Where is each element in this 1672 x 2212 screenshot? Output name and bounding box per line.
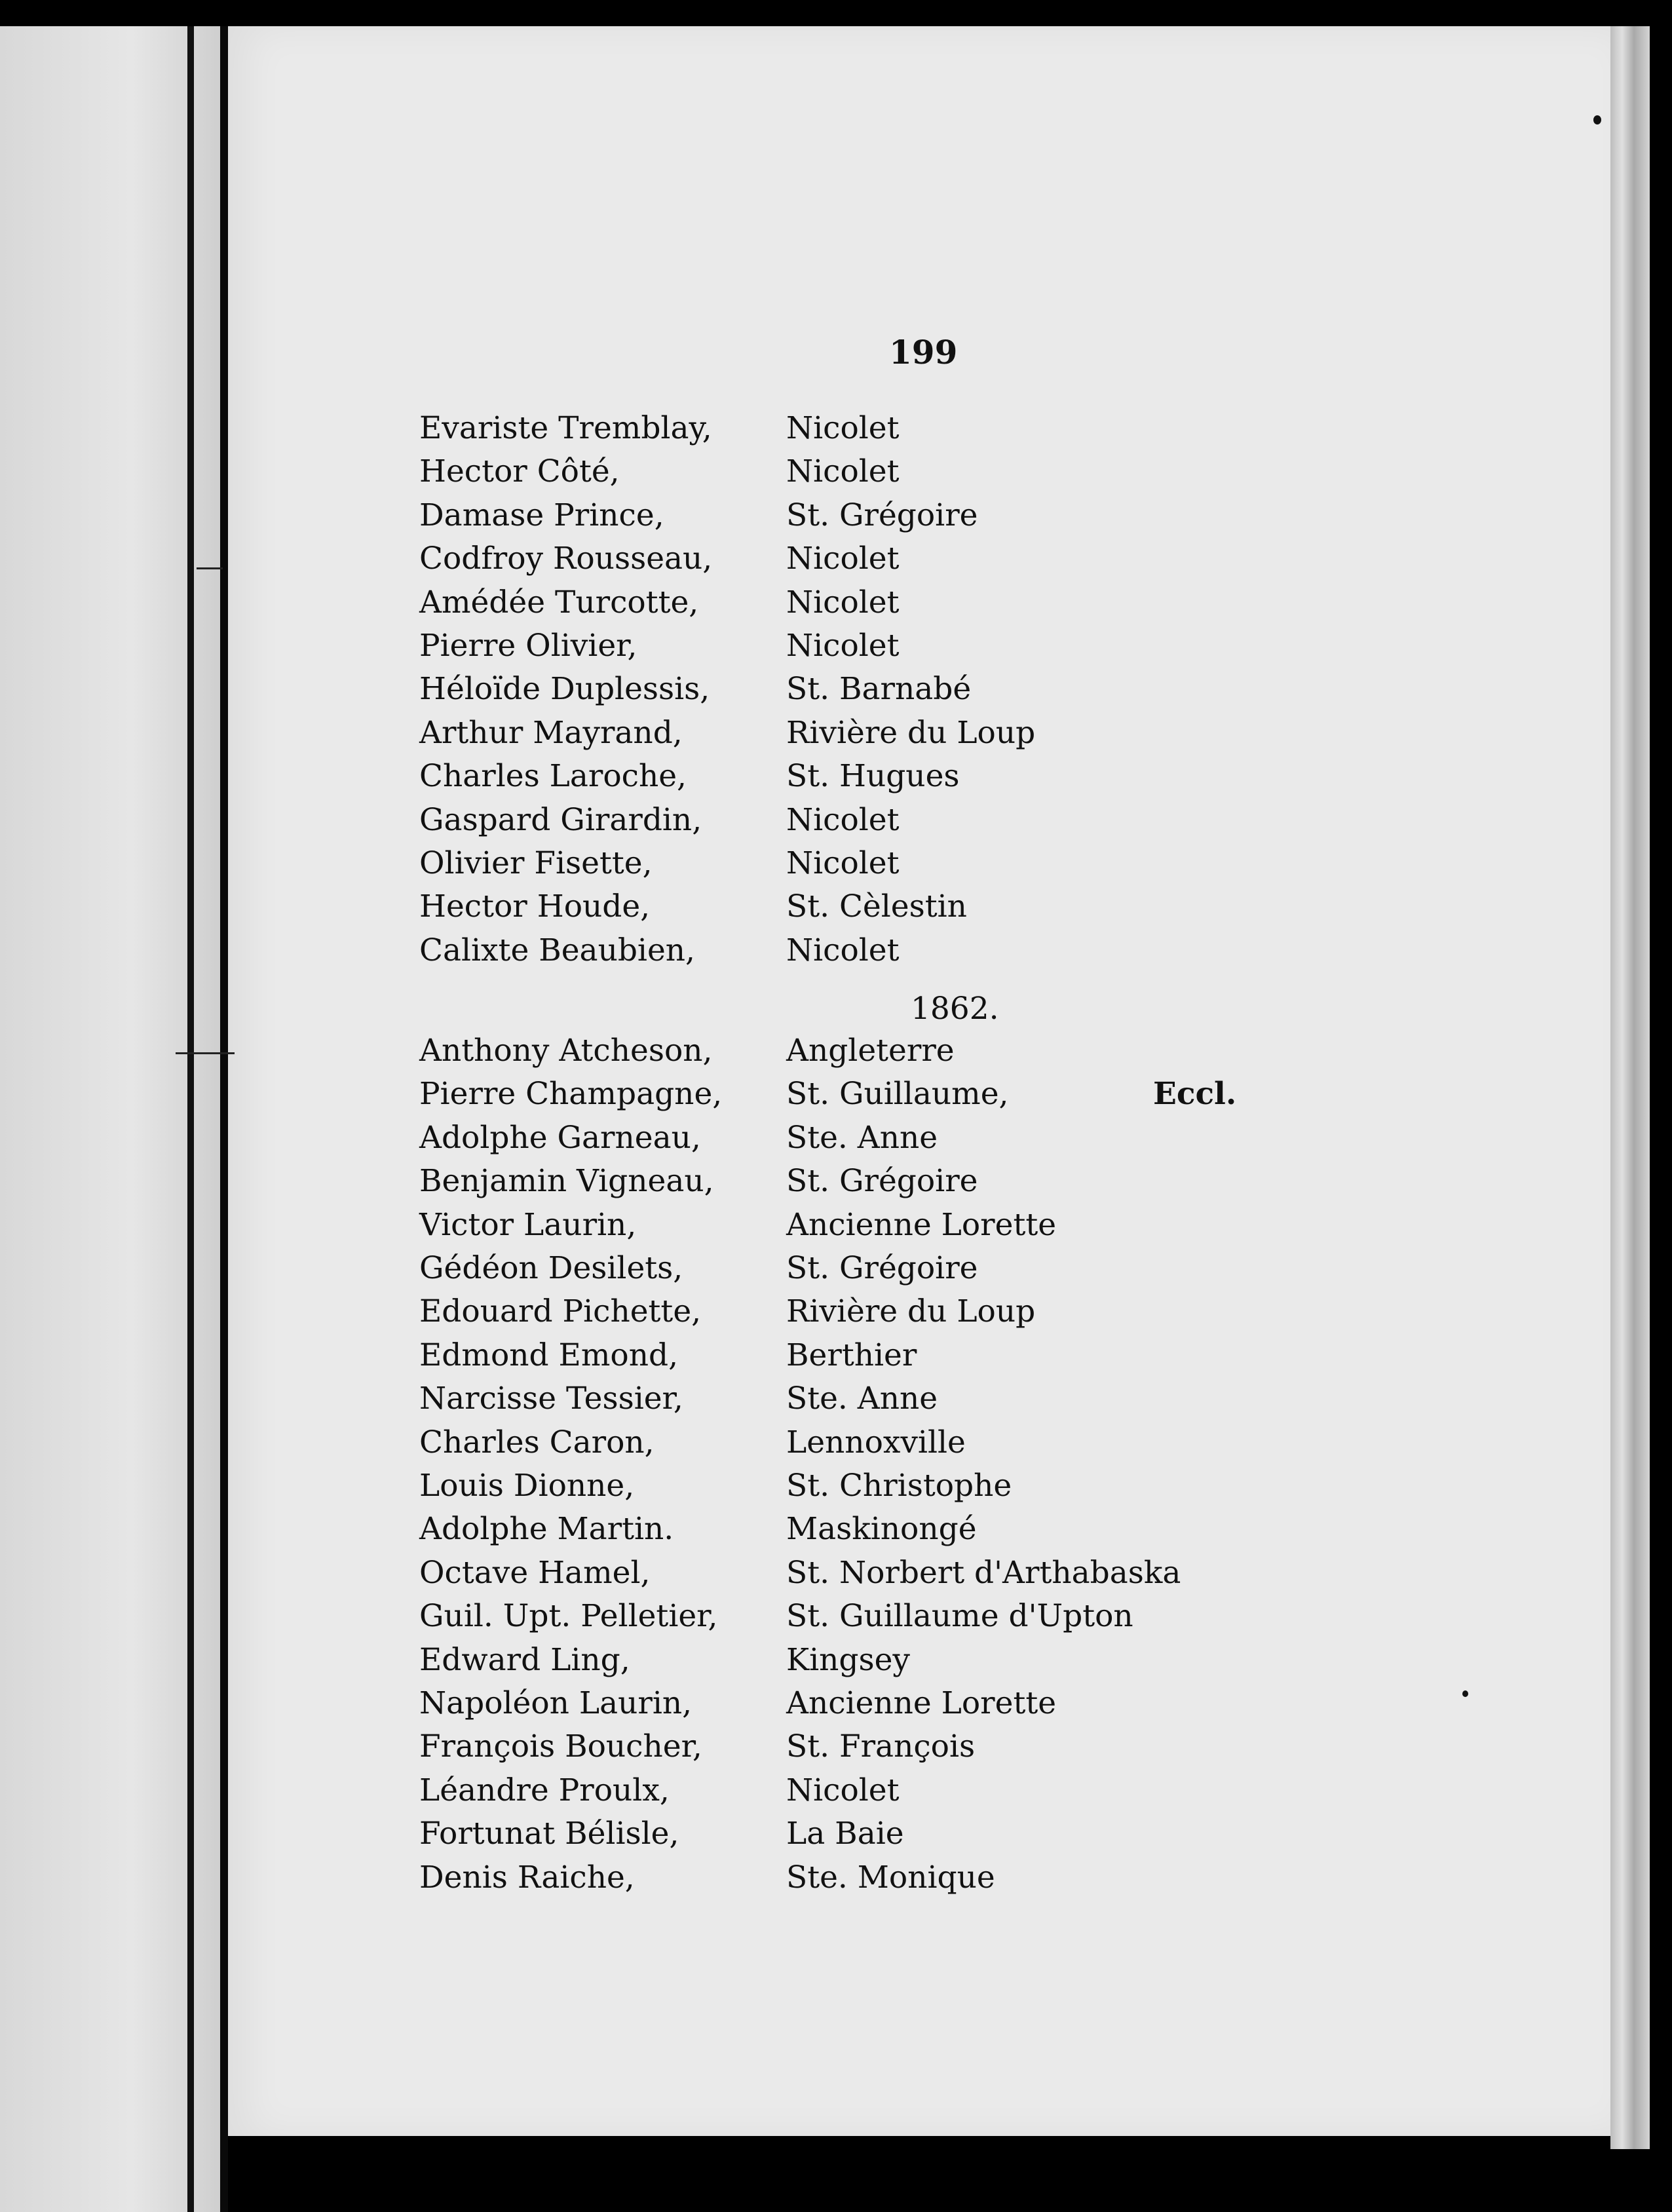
student-name: Charles Laroche, <box>419 758 687 795</box>
student-name: Guil. Upt. Pelletier, <box>419 1598 718 1635</box>
student-place: Ste. Monique <box>786 1859 995 1896</box>
student-place: Nicolet <box>786 845 900 881</box>
student-name: Fortunat Bélisle, <box>419 1816 679 1852</box>
student-name: Napoléon Laurin, <box>419 1685 693 1721</box>
student-place: Nicolet <box>786 410 900 446</box>
student-note: Eccl. <box>1153 1076 1237 1113</box>
student-place: St. Grégoire <box>786 1163 978 1200</box>
student-name: Edward Ling, <box>419 1641 630 1678</box>
student-name: Arthur Mayrand, <box>419 714 683 751</box>
student-name: Héloïde Duplessis, <box>419 671 710 708</box>
student-place: Ste. Anne <box>786 1381 938 1417</box>
student-place: St. Guillaume d'Upton <box>786 1598 1133 1635</box>
student-name: Evariste Tremblay, <box>419 410 712 446</box>
student-place: St. Guillaume, <box>786 1076 1009 1113</box>
student-name: Damase Prince, <box>419 497 664 533</box>
left-page-edge <box>187 26 194 2212</box>
page-stack-edge <box>1610 26 1650 2149</box>
student-name: Codfroy Rousseau, <box>419 541 713 577</box>
student-place: St. Hugues <box>786 758 960 795</box>
student-name: Benjamin Vigneau, <box>419 1163 714 1200</box>
student-name: Edouard Pichette, <box>419 1293 702 1330</box>
student-name: Calixte Beaubien, <box>419 932 695 968</box>
student-place: Berthier <box>786 1337 917 1373</box>
ink-speck <box>1593 115 1601 124</box>
student-name: Edmond Emond, <box>419 1337 679 1373</box>
student-place: Nicolet <box>786 801 900 838</box>
student-name: Anthony Atcheson, <box>419 1033 713 1069</box>
page-number: 199 <box>889 333 958 372</box>
student-name: Hector Houde, <box>419 888 651 925</box>
student-place: Nicolet <box>786 584 900 620</box>
student-place: St. Barnabé <box>786 671 972 708</box>
student-name: Octave Hamel, <box>419 1554 651 1591</box>
student-name: Gaspard Girardin, <box>419 801 702 838</box>
student-name: Adolphe Garneau, <box>419 1119 701 1156</box>
student-name: Adolphe Martin. <box>419 1511 674 1548</box>
student-name: Narcisse Tessier, <box>419 1381 683 1417</box>
student-place: Ancienne Lorette <box>786 1685 1057 1721</box>
student-name: Louis Dionne, <box>419 1468 635 1504</box>
student-place: Nicolet <box>786 628 900 664</box>
student-name: Pierre Champagne, <box>419 1076 723 1113</box>
student-place: St. Grégoire <box>786 497 978 533</box>
student-name: Léandre Proulx, <box>419 1772 670 1808</box>
student-name: Pierre Olivier, <box>419 628 637 664</box>
student-place: St. Grégoire <box>786 1250 978 1286</box>
student-place: Nicolet <box>786 932 900 968</box>
student-place: Lennoxville <box>786 1424 966 1460</box>
student-place: Rivière du Loup <box>786 714 1036 751</box>
student-place: St. Christophe <box>786 1468 1012 1504</box>
student-place: St. Cèlestin <box>786 888 967 925</box>
student-place: Nicolet <box>786 541 900 577</box>
student-place: Kingsey <box>786 1641 910 1678</box>
student-name: Hector Côté, <box>419 453 620 490</box>
student-place: St. François <box>786 1728 976 1765</box>
book-gutter <box>220 26 228 2212</box>
student-name: Olivier Fisette, <box>419 845 653 881</box>
student-place: Angleterre <box>786 1033 955 1069</box>
student-name: Amédée Turcotte, <box>419 584 699 620</box>
student-name: Gédéon Desilets, <box>419 1250 683 1286</box>
student-place: Maskinongé <box>786 1511 977 1548</box>
student-name: Denis Raiche, <box>419 1859 635 1896</box>
margin-mark <box>197 567 223 569</box>
student-name: Victor Laurin, <box>419 1206 637 1243</box>
student-place: Rivière du Loup <box>786 1293 1036 1330</box>
student-place: Nicolet <box>786 453 900 490</box>
ink-speck <box>1462 1690 1468 1697</box>
year-heading: 1862. <box>911 991 999 1027</box>
student-name: François Boucher, <box>419 1728 702 1765</box>
student-name: Charles Caron, <box>419 1424 655 1460</box>
margin-mark <box>176 1052 235 1054</box>
student-place: St. Norbert d'Arthabaska <box>786 1554 1181 1591</box>
student-place: Ste. Anne <box>786 1119 938 1156</box>
student-place: Nicolet <box>786 1772 900 1808</box>
student-place: La Baie <box>786 1816 904 1852</box>
student-place: Ancienne Lorette <box>786 1206 1057 1243</box>
